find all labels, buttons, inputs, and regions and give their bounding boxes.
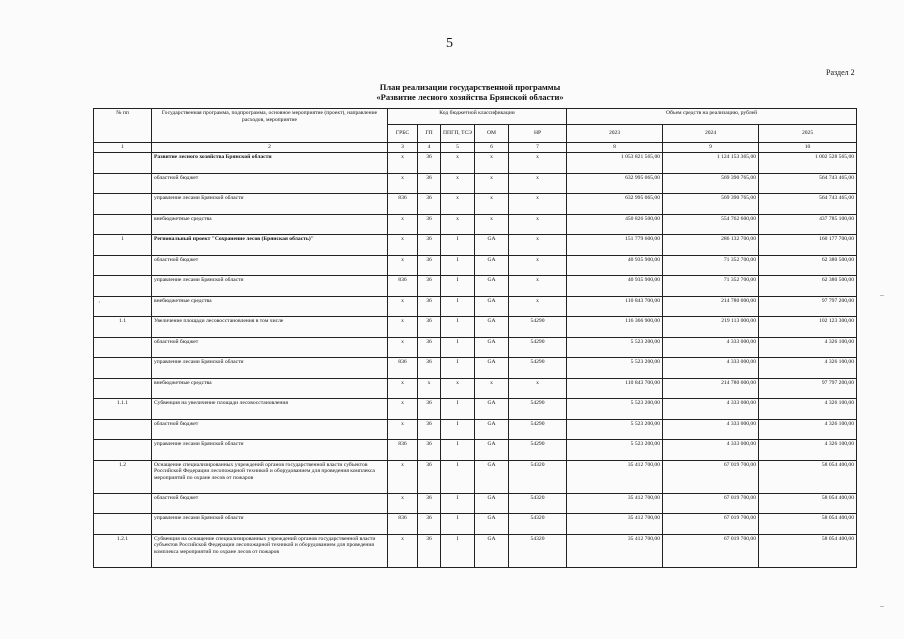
ppgp-cell: I [441, 296, 475, 317]
amount-2023-cell: 110 843 700,00 [567, 378, 663, 399]
header-no: № пп [94, 109, 152, 143]
amount-2025-cell: 4 326 100,00 [759, 419, 857, 440]
ppgp-cell: I [441, 440, 475, 461]
nr-cell: х [509, 235, 567, 256]
table-row [94, 255, 857, 276]
amount-2023-cell: 1 053 821 565,00 [567, 153, 663, 174]
amount-2025-cell: 4 326 100,00 [759, 399, 857, 420]
amount-2024-cell: 4 333 000,00 [663, 419, 759, 440]
row-name-cell: внебюджетные средства [152, 296, 388, 317]
gp-cell: 36 [418, 235, 441, 256]
grbs-cell: 836 [388, 514, 418, 535]
row-number-cell [94, 194, 152, 215]
nr-cell: 54320 [509, 534, 567, 567]
gp-cell: 36 [418, 337, 441, 358]
gp-cell: 36 [418, 514, 441, 535]
om-cell: GA [475, 358, 509, 379]
ppgp-cell: I [441, 399, 475, 420]
om-cell: GA [475, 493, 509, 514]
amount-2025-cell: 62 380 500,00 [759, 255, 857, 276]
ppgp-cell: I [441, 358, 475, 379]
ppgp-cell: х [441, 153, 475, 174]
ppgp-cell: I [441, 460, 475, 493]
gp-cell: 36 [418, 534, 441, 567]
row-number-cell [94, 358, 152, 379]
amount-2023-cell: 116 366 900,00 [567, 317, 663, 338]
gp-cell: 36 [418, 440, 441, 461]
amount-2025-cell: 4 326 100,00 [759, 440, 857, 461]
amount-2025-cell: 4 326 100,00 [759, 337, 857, 358]
row-name-cell: Субвенция на оснащение специализированных учреждений органов государственной власти субъектов Российской Федерации лесопожарной техникой и оборудованием для проведения комплекса мероприятий по охране лесов от пожаров [152, 534, 388, 567]
gp-cell: 36 [418, 419, 441, 440]
grbs-cell: х [388, 214, 418, 235]
row-name-cell: областной бюджет [152, 337, 388, 358]
om-cell: GA [475, 296, 509, 317]
nr-cell: 54290 [509, 337, 567, 358]
ppgp-cell: I [441, 317, 475, 338]
column-number-cell: 3 [388, 143, 418, 153]
amount-2023-cell: 450 826 500,00 [567, 214, 663, 235]
amount-2023-cell: 632 995 065,00 [567, 194, 663, 215]
amount-2024-cell: 554 762 600,00 [663, 214, 759, 235]
header-grbs: ГРБС [388, 125, 418, 143]
amount-2023-cell: 5 523 200,00 [567, 419, 663, 440]
row-number-cell [94, 296, 152, 317]
nr-cell: х [509, 173, 567, 194]
gp-cell: 36 [418, 276, 441, 297]
nr-cell: х [509, 214, 567, 235]
amount-2025-cell: 62 380 500,00 [759, 276, 857, 297]
table-row [94, 460, 857, 493]
nr-cell: 54290 [509, 317, 567, 338]
amount-2024-cell: 214 780 000,00 [663, 378, 759, 399]
nr-cell: х [509, 255, 567, 276]
amount-2024-cell: 67 019 700,00 [663, 514, 759, 535]
ppgp-cell: I [441, 534, 475, 567]
om-cell: GA [475, 460, 509, 493]
amount-2025-cell: 58 054 400,00 [759, 493, 857, 514]
amount-2023-cell: 5 523 200,00 [567, 358, 663, 379]
ppgp-cell: I [441, 514, 475, 535]
amount-2025-cell: 102 123 300,00 [759, 317, 857, 338]
gp-cell: х [418, 378, 441, 399]
column-number-cell: 1 [94, 143, 152, 153]
grbs-cell: х [388, 493, 418, 514]
row-number-cell [94, 255, 152, 276]
table-row [94, 235, 857, 256]
grbs-cell: х [388, 534, 418, 567]
row-name-cell: областной бюджет [152, 419, 388, 440]
table-row [94, 296, 857, 317]
plan-table [93, 108, 857, 568]
om-cell: х [475, 173, 509, 194]
title-line-1: План реализации государственной программы [379, 82, 561, 92]
header-volume: Объем средств на реализацию, рублей [567, 109, 857, 125]
section-label: Раздел 2 [826, 68, 855, 77]
grbs-cell: х [388, 399, 418, 420]
header-2024: 2024 [663, 125, 759, 143]
column-number-cell: 7 [509, 143, 567, 153]
gp-cell: 36 [418, 296, 441, 317]
amount-2025-cell: 4 326 100,00 [759, 358, 857, 379]
row-name-cell: областной бюджет [152, 255, 388, 276]
row-number-cell: 1.1 [94, 317, 152, 338]
om-cell: х [475, 153, 509, 174]
margin-dash-bottom: – [880, 601, 884, 610]
amount-2023-cell: 5 523 200,00 [567, 399, 663, 420]
header-ppgp: ППГП, ТСЭ [441, 125, 475, 143]
row-number-cell [94, 493, 152, 514]
amount-2023-cell: 632 995 065,00 [567, 173, 663, 194]
om-cell: GA [475, 440, 509, 461]
column-number-cell: 10 [759, 143, 857, 153]
grbs-cell: 836 [388, 276, 418, 297]
header-nr: НР [509, 125, 567, 143]
om-cell: GA [475, 276, 509, 297]
column-number-cell: 2 [152, 143, 388, 153]
header-budget-code: Код бюджетной классификации [388, 109, 567, 125]
row-number-cell: 1.2 [94, 460, 152, 493]
header-2023: 2023 [567, 125, 663, 143]
row-name-cell: Развитие лесного хозяйства Брянской области [152, 153, 388, 174]
row-name-cell: управление лесами Брянской области [152, 276, 388, 297]
om-cell: х [475, 214, 509, 235]
row-number-cell [94, 378, 152, 399]
grbs-cell: х [388, 173, 418, 194]
amount-2024-cell: 4 333 000,00 [663, 358, 759, 379]
amount-2023-cell: 40 935 900,00 [567, 276, 663, 297]
ppgp-cell: х [441, 378, 475, 399]
amount-2025-cell: 58 054 400,00 [759, 514, 857, 535]
grbs-cell: х [388, 317, 418, 338]
row-name-cell: управление лесами Брянской области [152, 358, 388, 379]
grbs-cell: х [388, 460, 418, 493]
margin-dot: · [98, 298, 101, 307]
row-number-cell [94, 440, 152, 461]
column-number-cell: 9 [663, 143, 759, 153]
ppgp-cell: I [441, 337, 475, 358]
amount-2025-cell: 564 743 465,00 [759, 173, 857, 194]
amount-2024-cell: 71 352 700,00 [663, 255, 759, 276]
grbs-cell: х [388, 296, 418, 317]
nr-cell: 54320 [509, 460, 567, 493]
header-om: ОМ [475, 125, 509, 143]
gp-cell: 36 [418, 493, 441, 514]
gp-cell: 36 [418, 255, 441, 276]
om-cell: х [475, 378, 509, 399]
ppgp-cell: х [441, 173, 475, 194]
table-row [94, 419, 857, 440]
header-2025: 2025 [759, 125, 857, 143]
amount-2024-cell: 569 390 765,00 [663, 173, 759, 194]
row-name-cell: областной бюджет [152, 173, 388, 194]
table-row [94, 337, 857, 358]
column-number-cell: 5 [441, 143, 475, 153]
amount-2023-cell: 35 412 700,00 [567, 534, 663, 567]
row-number-cell [94, 214, 152, 235]
table-row [94, 194, 857, 215]
ppgp-cell: I [441, 493, 475, 514]
amount-2023-cell: 5 523 200,00 [567, 440, 663, 461]
row-number-cell: 1.2.1 [94, 534, 152, 567]
row-name-cell: Региональный проект "Сохранение лесов (Брянская область)" [152, 235, 388, 256]
table-row [94, 399, 857, 420]
om-cell: GA [475, 399, 509, 420]
column-number-row [94, 143, 857, 153]
amount-2025-cell: 58 054 400,00 [759, 534, 857, 567]
nr-cell: 54290 [509, 419, 567, 440]
grbs-cell: х [388, 255, 418, 276]
plan-table-body [94, 153, 857, 568]
gp-cell: 36 [418, 460, 441, 493]
table-row [94, 317, 857, 338]
column-number-cell: 6 [475, 143, 509, 153]
row-number-cell: 1 [94, 235, 152, 256]
column-number-cell: 4 [418, 143, 441, 153]
amount-2024-cell: 67 019 700,00 [663, 534, 759, 567]
nr-cell: 54320 [509, 493, 567, 514]
ppgp-cell: I [441, 276, 475, 297]
row-number-cell [94, 173, 152, 194]
row-name-cell: управление лесами Брянской области [152, 194, 388, 215]
table-row [94, 514, 857, 535]
amount-2024-cell: 286 132 700,00 [663, 235, 759, 256]
amount-2025-cell: 160 177 700,00 [759, 235, 857, 256]
row-number-cell [94, 514, 152, 535]
grbs-cell: 836 [388, 358, 418, 379]
table-row [94, 440, 857, 461]
row-number-cell: 1.1.1 [94, 399, 152, 420]
page-number: 5 [446, 36, 453, 51]
om-cell: GA [475, 317, 509, 338]
nr-cell: 54320 [509, 514, 567, 535]
row-name-cell: управление лесами Брянской области [152, 514, 388, 535]
table-row [94, 153, 857, 174]
amount-2024-cell: 214 780 000,00 [663, 296, 759, 317]
row-number-cell [94, 153, 152, 174]
amount-2024-cell: 67 019 700,00 [663, 493, 759, 514]
margin-dash: – [880, 290, 884, 299]
row-name-cell: Субвенция на увеличение площади лесовосстановления [152, 399, 388, 420]
om-cell: х [475, 194, 509, 215]
ppgp-cell: I [441, 255, 475, 276]
amount-2025-cell: 1 002 528 565,00 [759, 153, 857, 174]
gp-cell: 36 [418, 358, 441, 379]
table-row [94, 276, 857, 297]
amount-2023-cell: 40 935 900,00 [567, 255, 663, 276]
grbs-cell: 836 [388, 440, 418, 461]
row-name-cell: Увеличение площади лесовосстановления в том числе [152, 317, 388, 338]
amount-2024-cell: 67 019 700,00 [663, 460, 759, 493]
document-title [300, 82, 640, 102]
header-name: Государственная программа, подпрограмма, основное мероприятие (проект), направление расходов, мероприятие [152, 109, 388, 143]
om-cell: GA [475, 337, 509, 358]
gp-cell: 36 [418, 214, 441, 235]
row-number-cell [94, 337, 152, 358]
amount-2023-cell: 5 523 200,00 [567, 337, 663, 358]
row-name-cell: внебюджетные средства [152, 378, 388, 399]
amount-2025-cell: 58 054 400,00 [759, 460, 857, 493]
amount-2023-cell: 35 412 700,00 [567, 460, 663, 493]
grbs-cell: х [388, 153, 418, 174]
nr-cell: х [509, 153, 567, 174]
nr-cell: 54290 [509, 399, 567, 420]
nr-cell: 54290 [509, 358, 567, 379]
amount-2025-cell: 97 797 200,00 [759, 378, 857, 399]
grbs-cell: х [388, 378, 418, 399]
amount-2024-cell: 569 390 765,00 [663, 194, 759, 215]
ppgp-cell: I [441, 235, 475, 256]
nr-cell: х [509, 378, 567, 399]
amount-2024-cell: 219 113 000,00 [663, 317, 759, 338]
gp-cell: 36 [418, 317, 441, 338]
row-number-cell [94, 419, 152, 440]
table-row [94, 378, 857, 399]
amount-2024-cell: 71 352 700,00 [663, 276, 759, 297]
grbs-cell: х [388, 235, 418, 256]
amount-2025-cell: 97 797 200,00 [759, 296, 857, 317]
row-name-cell: внебюджетные средства [152, 214, 388, 235]
column-number-cell: 8 [567, 143, 663, 153]
ppgp-cell: х [441, 214, 475, 235]
nr-cell: х [509, 276, 567, 297]
row-name-cell: управление лесами Брянской области [152, 440, 388, 461]
row-name-cell: областной бюджет [152, 493, 388, 514]
amount-2025-cell: 564 743 465,00 [759, 194, 857, 215]
grbs-cell: х [388, 337, 418, 358]
title-line-2: «Развитие лесного хозяйства Брянской области» [376, 92, 564, 102]
table-row [94, 214, 857, 235]
gp-cell: 36 [418, 194, 441, 215]
header-gp: ГП [418, 125, 441, 143]
ppgp-cell: х [441, 194, 475, 215]
om-cell: GA [475, 419, 509, 440]
amount-2023-cell: 151 779 600,00 [567, 235, 663, 256]
amount-2024-cell: 4 333 000,00 [663, 337, 759, 358]
table-row [94, 534, 857, 567]
amount-2024-cell: 4 333 000,00 [663, 399, 759, 420]
nr-cell: 54290 [509, 440, 567, 461]
amount-2024-cell: 4 333 000,00 [663, 440, 759, 461]
table-row [94, 173, 857, 194]
om-cell: GA [475, 534, 509, 567]
om-cell: GA [475, 235, 509, 256]
amount-2023-cell: 35 412 700,00 [567, 514, 663, 535]
grbs-cell: х [388, 419, 418, 440]
table-row [94, 358, 857, 379]
row-number-cell [94, 276, 152, 297]
gp-cell: 36 [418, 399, 441, 420]
amount-2025-cell: 437 785 100,00 [759, 214, 857, 235]
amount-2023-cell: 35 412 700,00 [567, 493, 663, 514]
nr-cell: х [509, 194, 567, 215]
amount-2023-cell: 110 843 700,00 [567, 296, 663, 317]
grbs-cell: 836 [388, 194, 418, 215]
ppgp-cell: I [441, 419, 475, 440]
om-cell: GA [475, 255, 509, 276]
nr-cell: х [509, 296, 567, 317]
gp-cell: 36 [418, 173, 441, 194]
amount-2024-cell: 1 124 153 365,00 [663, 153, 759, 174]
row-name-cell: Оснащение специализированных учреждений органов государственной власти субъектов Российской Федерации лесопожарной техникой и оборудованием для проведения комплекса мероприятий по охране лесов от пожаров [152, 460, 388, 493]
table-row [94, 493, 857, 514]
gp-cell: 36 [418, 153, 441, 174]
om-cell: GA [475, 514, 509, 535]
